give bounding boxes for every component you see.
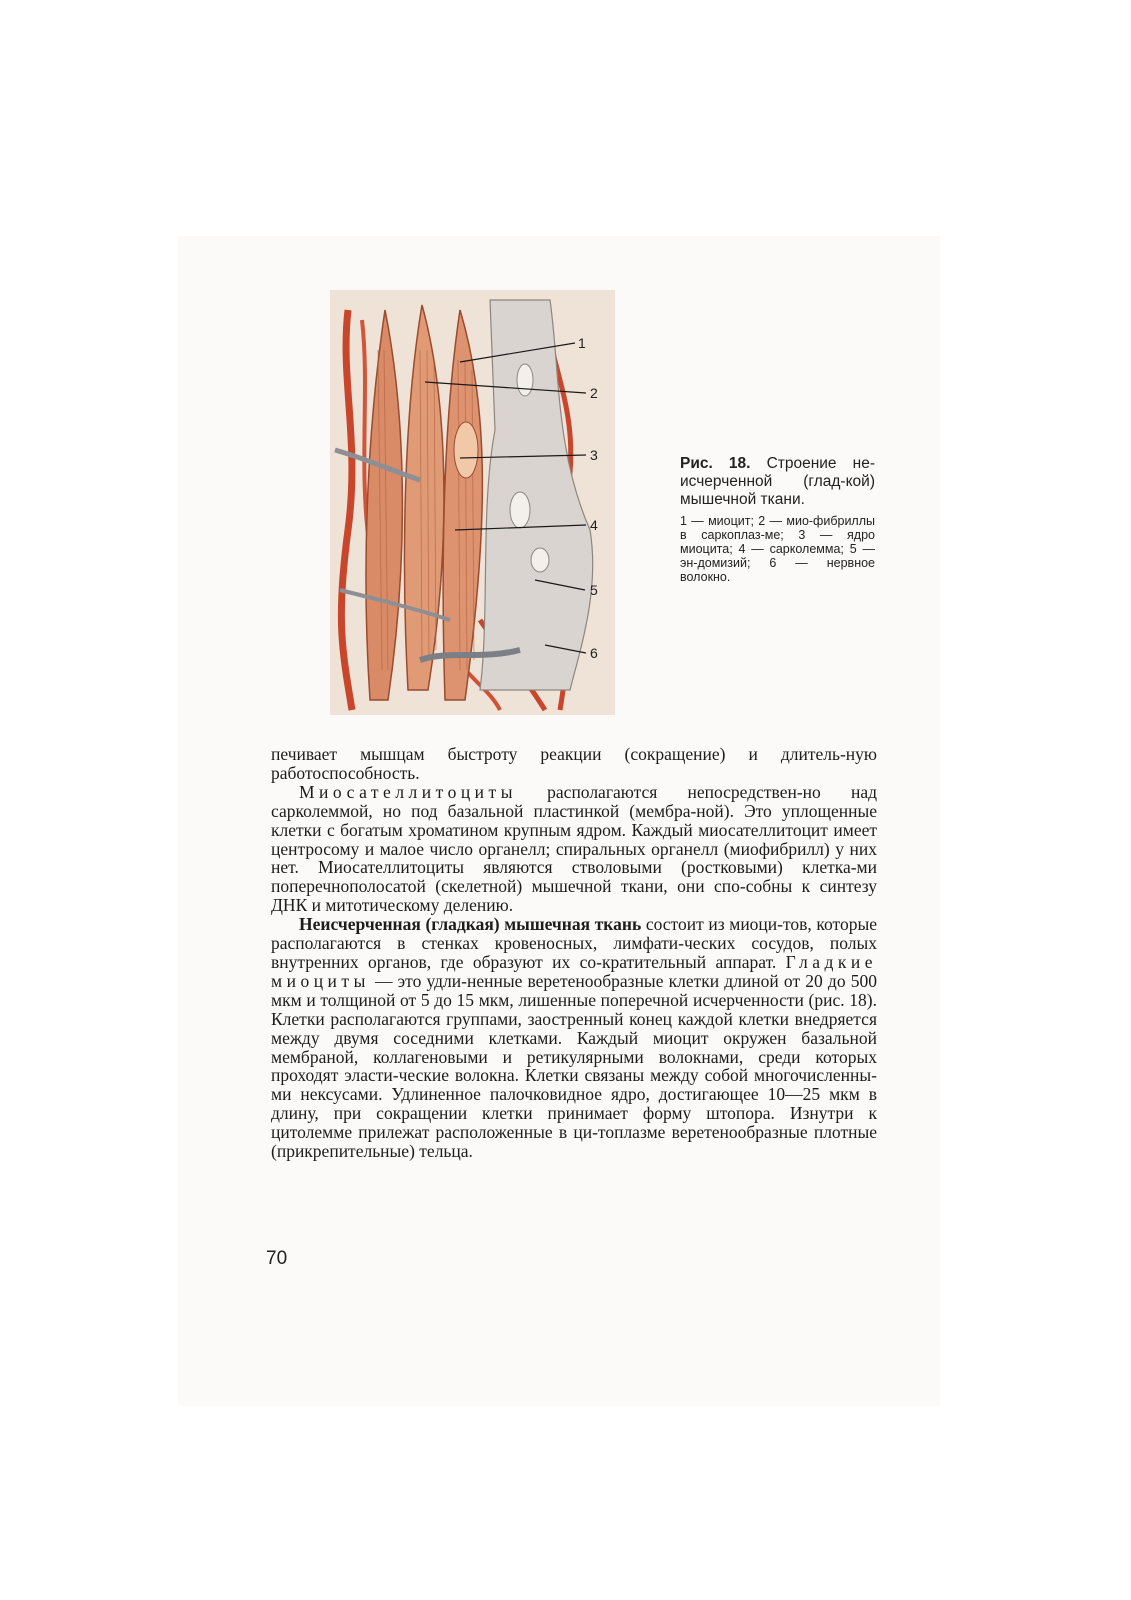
paragraph-2-text: располагаются непосредствен-но над сарколеммой, но под базальной пластинкой (мембра-ной). Это уплощенные клетки с богатым хроматином крупным ядром. Каждый миосателлитоцит имеет центросому и малое число органелл; спиральных органелл (миофибрилл) у них нет. Миосателлитоциты являются стволовыми (ростковыми) клетка-ми поперечнополосатой (скелетной) мышечной ткани, они спо-собны к синтезу ДНК и митотическому делению. <box>271 781 877 916</box>
caption-legend: 1 — миоцит; 2 — мио-фибриллы в саркоплаз-ме; 3 — ядро миоцита; 4 — сарколемма; 5 — эн-домизий; 6 — нервное волокно. <box>680 514 875 584</box>
paragraph-1: печивает мышцам быстроту реакции (сокращение) и длитель-ную работоспособность. <box>271 744 877 783</box>
caption-title <box>680 455 875 509</box>
muscle-tissue-illustration <box>330 290 615 715</box>
paragraph-3-text-1: состоит из миоци-тов, которые располагаются в стенках кровеносных, лимфати-ческих сосудов, полых внутренних органов, где образуют их со-кратительный аппарат. <box>271 914 877 972</box>
label-4: 4 <box>590 517 598 533</box>
term-smooth-myocytes: Гладкие миоциты <box>271 951 877 991</box>
term-smooth-muscle-tissue: Неисчерченная (гладкая) мышечная ткань <box>299 914 642 935</box>
label-3: 3 <box>590 447 598 463</box>
figure-ref: Рис. 18. <box>680 455 751 472</box>
label-6: 6 <box>590 645 598 661</box>
body-text <box>271 745 877 1161</box>
paragraph-3-text-2: — это удли-ненные веретенообразные клетки длиной от 20 до 500 мкм и толщиной от 5 до 15 мкм, лишенные поперечной исчерченности (рис. 18). Клетки располагаются группами, заостренный конец каждой клетки внедряется между двумя соседними клетками. Каждый миоцит окружен базальной мембраной, коллагеновыми и ретикулярными волокнами, среди которых проходят эласти-ческие волокна. Клетки связаны между собой многочисленны-ми нексусами. Удлиненное палочковидное ядро, достигающее 10—25 мкм в длину, при сокращении клетки принимает форму штопора. Изнутри к цитолемме прилежат расположенные в ци-топлазме веретенообразные плотные (прикрепительные) тельца. <box>271 970 877 1162</box>
label-1: 1 <box>578 335 586 351</box>
paragraph-3 <box>271 915 877 1161</box>
term-miosatellitocity: Миосателлитоциты <box>299 781 517 802</box>
illustration-svg <box>330 290 615 715</box>
caption-title-text: Строение не-исчерченной (глад-кой) мышечной ткани. <box>680 455 875 508</box>
label-5: 5 <box>590 582 598 598</box>
label-2: 2 <box>590 385 598 401</box>
paragraph-2 <box>271 783 877 915</box>
page-number: 70 <box>266 1248 288 1269</box>
figure-caption <box>680 455 875 584</box>
